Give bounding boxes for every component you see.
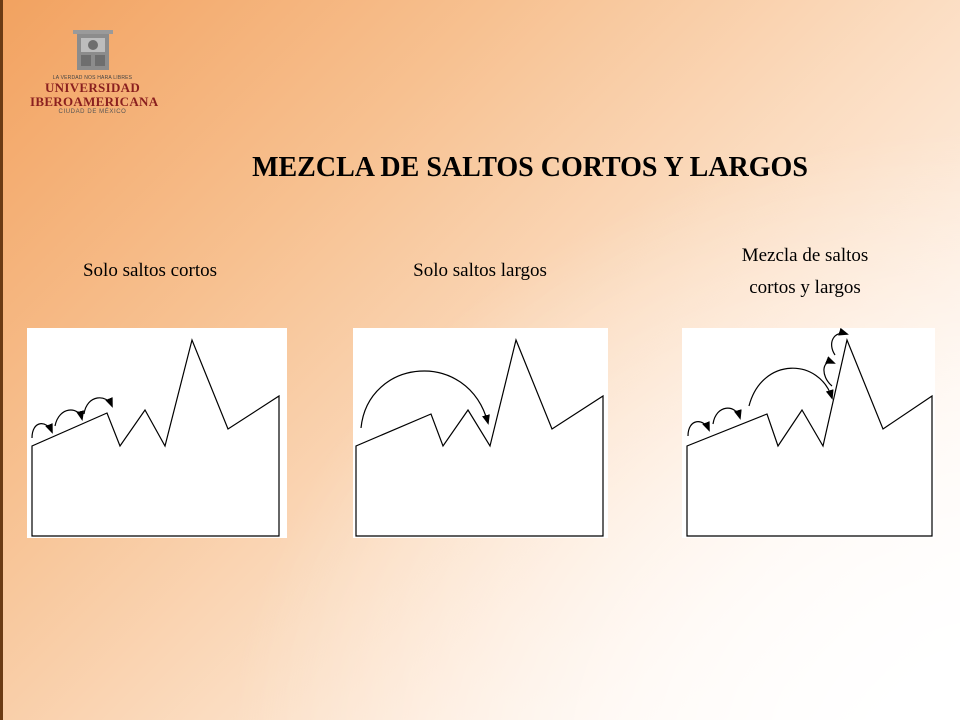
label-mixed-line-1: Mezcla de saltos [741, 245, 869, 266]
logo-line-3: CIUDAD DE MÉXICO [58, 109, 127, 115]
diagram-short-jumps-svg [27, 328, 287, 538]
diagram-long-jumps-svg [353, 328, 608, 538]
label-long-jumps: Solo saltos largos [413, 260, 547, 281]
diagram-long-jumps [353, 328, 608, 538]
logo-line-2: IBEROAMERICANA [30, 94, 159, 109]
left-border-line [0, 0, 3, 720]
short-jump-arrow [688, 422, 709, 436]
short-jump-arrow [32, 424, 52, 438]
short-jump-arrow [84, 398, 112, 414]
label-short-jumps: Solo saltos cortos [82, 260, 218, 281]
logo-motto: LA VERDAD NOS HARA LIBRES [52, 75, 133, 81]
diagram-mixed-jumps-svg [682, 328, 935, 538]
logo-line-1: UNIVERSIDAD [44, 80, 141, 95]
diagram-short-jumps [27, 328, 287, 538]
short-jump-arrow [713, 408, 740, 424]
university-logo [30, 30, 159, 130]
landscape-shape [32, 340, 279, 536]
short-jump-arrow [55, 410, 82, 426]
label-mixed-line-2: cortos y largos [749, 277, 861, 298]
short-jump-arrow [824, 362, 834, 386]
label-mixed-jumps [690, 240, 920, 304]
slide-title: MEZCLA DE SALTOS CORTOS Y LARGOS [252, 152, 808, 183]
landscape-shape [356, 340, 603, 536]
landscape-shape [687, 340, 932, 536]
crest-icon [73, 30, 113, 74]
long-jump-arrow [749, 368, 832, 406]
diagram-mixed-jumps [682, 328, 935, 538]
